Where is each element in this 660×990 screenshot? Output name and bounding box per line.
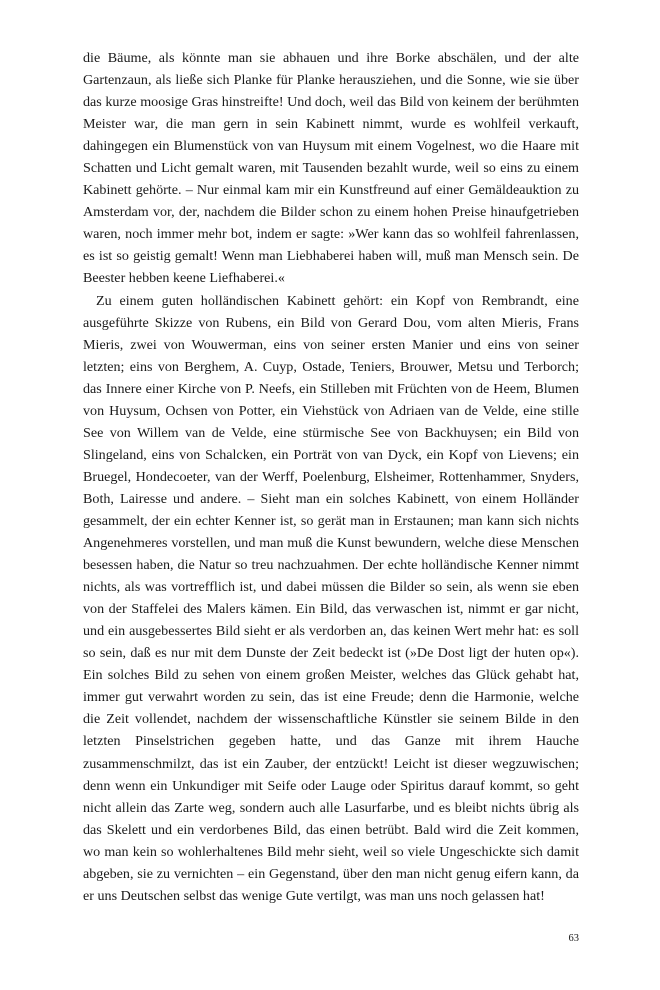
paragraph-2: Zu einem guten holländischen Kabinett gehört: ein Kopf von Rembrandt, eine ausgeführte Skizze von Rubens, ein Bild von Gerard Dou, vom alten Mieris, Frans Mieris, zwei von Wouwerman, eins von seiner ersten Manier und eins von seiner letzten; eins von Berghem, A. Cuyp, Ostade, Teniers, Brouwer, Metsu und Terborch; das Innere einer Kirche von P. Neefs, ein Stilleben mit Früchten von de Heem, Blumen von Huysum, Ochsen von Potter, ein Viehstück von Adriaen van de Velde, eine stille See von Willem van de Velde, eine stürmische See von Backhuysen; ein Bild von Slingeland, eins von Schalcken, ein Porträt von van Dyck, ein Kopf von Lievens; ein Bruegel, Hondecoeter, van der Werff, Poelenburg, Elsheimer, Rottenhammer, Snyders, Both, Lairesse und andere. – Sieht man ein solches Kabinett, von einem Holländer gesammelt, der ein echter Kenner ist, so gerät man in Erstaunen; man kann sich nichts Angenehmeres vorstellen, und man muß die Kunst bewundern, welche diese Menschen besessen haben, die Natur so treu nachzuahmen. Der echte holländische Kenner nimmt nichts, als was vortrefflich ist, und dabei müssen die Bilder so sein, als wenn sie eben von der Staffelei des Malers kämen. Ein Bild, das verwaschen ist, nimmt er gar nicht, und ein ausgebessertes Bild sieht er als verdorben an, das keinen Wert mehr hat: es soll so sein, daß es nur mit dem Dunste der Zeit bedeckt ist (»De Dost ligt der huten op«). Ein solches Bild zu sehen von einem großen Meister, welches das Glück gehabt hat, immer gut verwahrt worden zu sein, das ist eine Freude; denn die Harmonie, welche die Zeit vollendet, nachdem der wissenschaftliche Künstler sie seinem Bilde in den letzten Pinselstrichen gegeben hatte, und das Ganze mit ihrem Hauche zusammenschmilzt, das ist ein Zauber, der entzückt! Leicht ist dieser wegzuwischen; denn wenn ein Unkundiger mit Seife oder Lauge oder Spiritus darauf kommt, so geht nicht allein das Zarte weg, sondern auch alle Lasurfarbe, und es bleibt nichts übrig als das Skelett und ein verdorbenes Bild, das einen betrübt. Bald wird die Zeit kommen, wo man kein so wohlerhaltenes Bild mehr sieht, weil so viele Ungeschickte sich damit abgeben, sie zu vernichten – ein Gegenstand, über den man nicht genug eifern kann, da er uns Deutschen selbst das wenige Gute vertilgt, was man uns noch gelassen hat!	[83, 292, 579, 904]
body-text	[83, 47, 579, 907]
paragraph-1: die Bäume, als könnte man sie abhauen und ihre Borke abschälen, und der alte Gartenzaun, als ließe sich Planke für Planke herausziehen, und die Sonne, wie sie über das kurze moosige Gras hinstreifte! Und doch, weil das Bild von keinem der berühmten Meister war, die man gern in sein Kabinett nimmt, wurde es wohlfeil verkauft, dahingegen ein Blumenstück von van Huysum mit einem Vogelnest, wo die Haare mit Schatten und Licht gemalt waren, mit Tausenden bezahlt wurde, weil so eins zu einem Kabinett gehörte. – Nur einmal kam mir ein Kunstfreund auf einer Gemäldeauktion zu Amsterdam vor, der, nachdem die Bilder schon zu einem hohen Preise hinaufgetrieben waren, noch immer mehr bot, indem er sagte: »Wer kann das so wohlfeil fahrenlassen, es ist so geistig gemalt! Wenn man Liebhaberei haben will, muß man Mensch sein. De Beester hebben keene Liefhaberei.«	[83, 50, 579, 287]
page-number: 63	[568, 933, 579, 944]
